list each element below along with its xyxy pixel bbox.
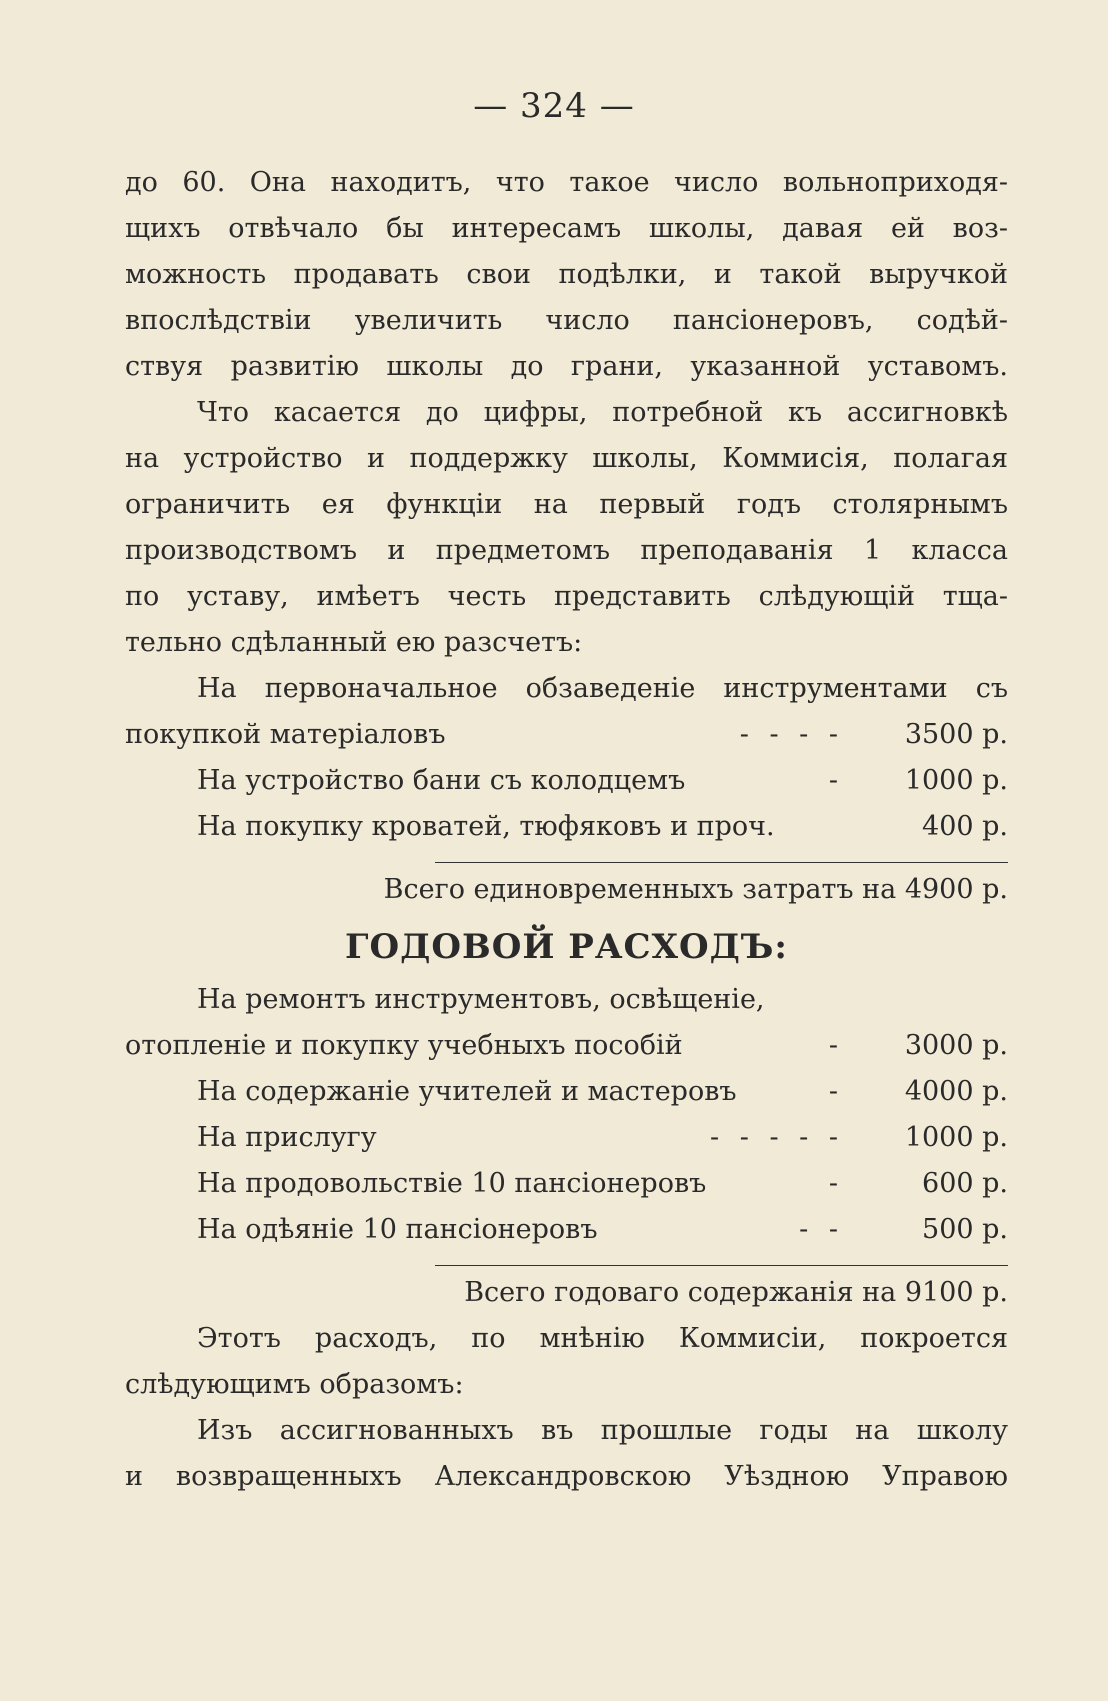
onetime-item-1-line-1: На первоначальное обзаведеніе инструментами съ: [197, 673, 1008, 704]
text-line: и возвращенныхъ Александровскою Уѣздною Управою: [125, 1461, 1008, 1492]
text-line: до 60. Она находитъ, что такое число вольноприходя-: [125, 167, 1008, 198]
text-line: щихъ отвѣчало бы интересамъ школы, давая ей воз-: [125, 213, 1008, 244]
item-amount: 3500 р.: [904, 719, 1008, 750]
text-line: Этотъ расходъ, по мнѣнію Коммисіи, покроется: [197, 1323, 1008, 1354]
annual-item-1-line-1: На ремонтъ инструментовъ, освѣщеніе,: [197, 984, 765, 1015]
item-label: На продовольствіе 10 пансіонеровъ: [197, 1168, 707, 1199]
item-amount: 400 р.: [922, 811, 1008, 842]
item-dashes: -: [828, 1076, 844, 1107]
sum-rule: [435, 1265, 1008, 1266]
item-label: отопленіе и покупку учебныхъ пособій: [125, 1030, 683, 1061]
item-amount: 3000 р.: [904, 1030, 1008, 1061]
item-dashes: - - - -: [739, 719, 844, 750]
item-label: На прислугу: [197, 1122, 377, 1153]
item-label: покупкой матеріаловъ: [125, 719, 446, 750]
item-amount: 1000 р.: [904, 1122, 1008, 1153]
text-line: Изъ ассигнованныхъ въ прошлые годы на школу: [197, 1415, 1008, 1446]
annual-item-3: [125, 1115, 1008, 1161]
annual-item-4: [125, 1161, 1008, 1207]
page-number: — 324 —: [473, 86, 635, 126]
text-line: тельно сдѣланный ею разсчетъ:: [125, 627, 583, 658]
text-line: по уставу, имѣетъ честь представить слѣдующій тща-: [125, 581, 1008, 612]
item-dashes: -: [828, 1030, 844, 1061]
page-text: [125, 160, 1008, 1500]
item-label: На покупку кроватей, тюфяковъ и проч.: [197, 811, 775, 842]
item-dashes: -: [828, 765, 844, 796]
text-line: на устройство и поддержку школы, Коммисія, полагая: [125, 443, 1008, 474]
onetime-item-2: [125, 758, 1008, 804]
text-line: ствуя развитію школы до грани, указанной уставомъ.: [125, 351, 1008, 382]
annual-item-2: [125, 1069, 1008, 1115]
annual-total: Всего годоваго содержанія на 9100 р.: [464, 1277, 1008, 1308]
text-line: производствомъ и предметомъ преподаванія 1 класса: [125, 535, 1008, 566]
item-amount: 1000 р.: [904, 765, 1008, 796]
onetime-item-1: [125, 712, 1008, 758]
item-label: На содержаніе учителей и мастеровъ: [197, 1076, 737, 1107]
text-line: впослѣдствіи увеличить число пансіонеровъ, содѣй-: [125, 305, 1008, 336]
item-dashes: - -: [799, 1214, 844, 1245]
onetime-item-3: [125, 804, 1008, 850]
text-line: Что касается до цифры, потребной къ ассигновкѣ: [197, 397, 1008, 428]
item-label: На одѣяніе 10 пансіонеровъ: [197, 1214, 598, 1245]
annual-item-1: [125, 1023, 1008, 1069]
item-dashes: - - - - -: [710, 1122, 844, 1153]
item-amount: 4000 р.: [904, 1076, 1008, 1107]
item-amount: 500 р.: [922, 1214, 1008, 1245]
text-line: можность продавать свои подѣлки, и такой выручкой: [125, 259, 1008, 290]
annual-item-5: [125, 1207, 1008, 1253]
item-amount: 600 р.: [922, 1168, 1008, 1199]
item-dashes: -: [828, 1168, 844, 1199]
item-label: На устройство бани съ колодцемъ: [197, 765, 686, 796]
annual-heading: ГОДОВОЙ РАСХОДЪ:: [345, 927, 788, 967]
text-line: ограничить ея функціи на первый годъ столярнымъ: [125, 489, 1008, 520]
sum-rule: [435, 862, 1008, 863]
onetime-total: Всего единовременныхъ затратъ на 4900 р.: [383, 874, 1008, 905]
text-line: слѣдующимъ образомъ:: [125, 1369, 464, 1400]
